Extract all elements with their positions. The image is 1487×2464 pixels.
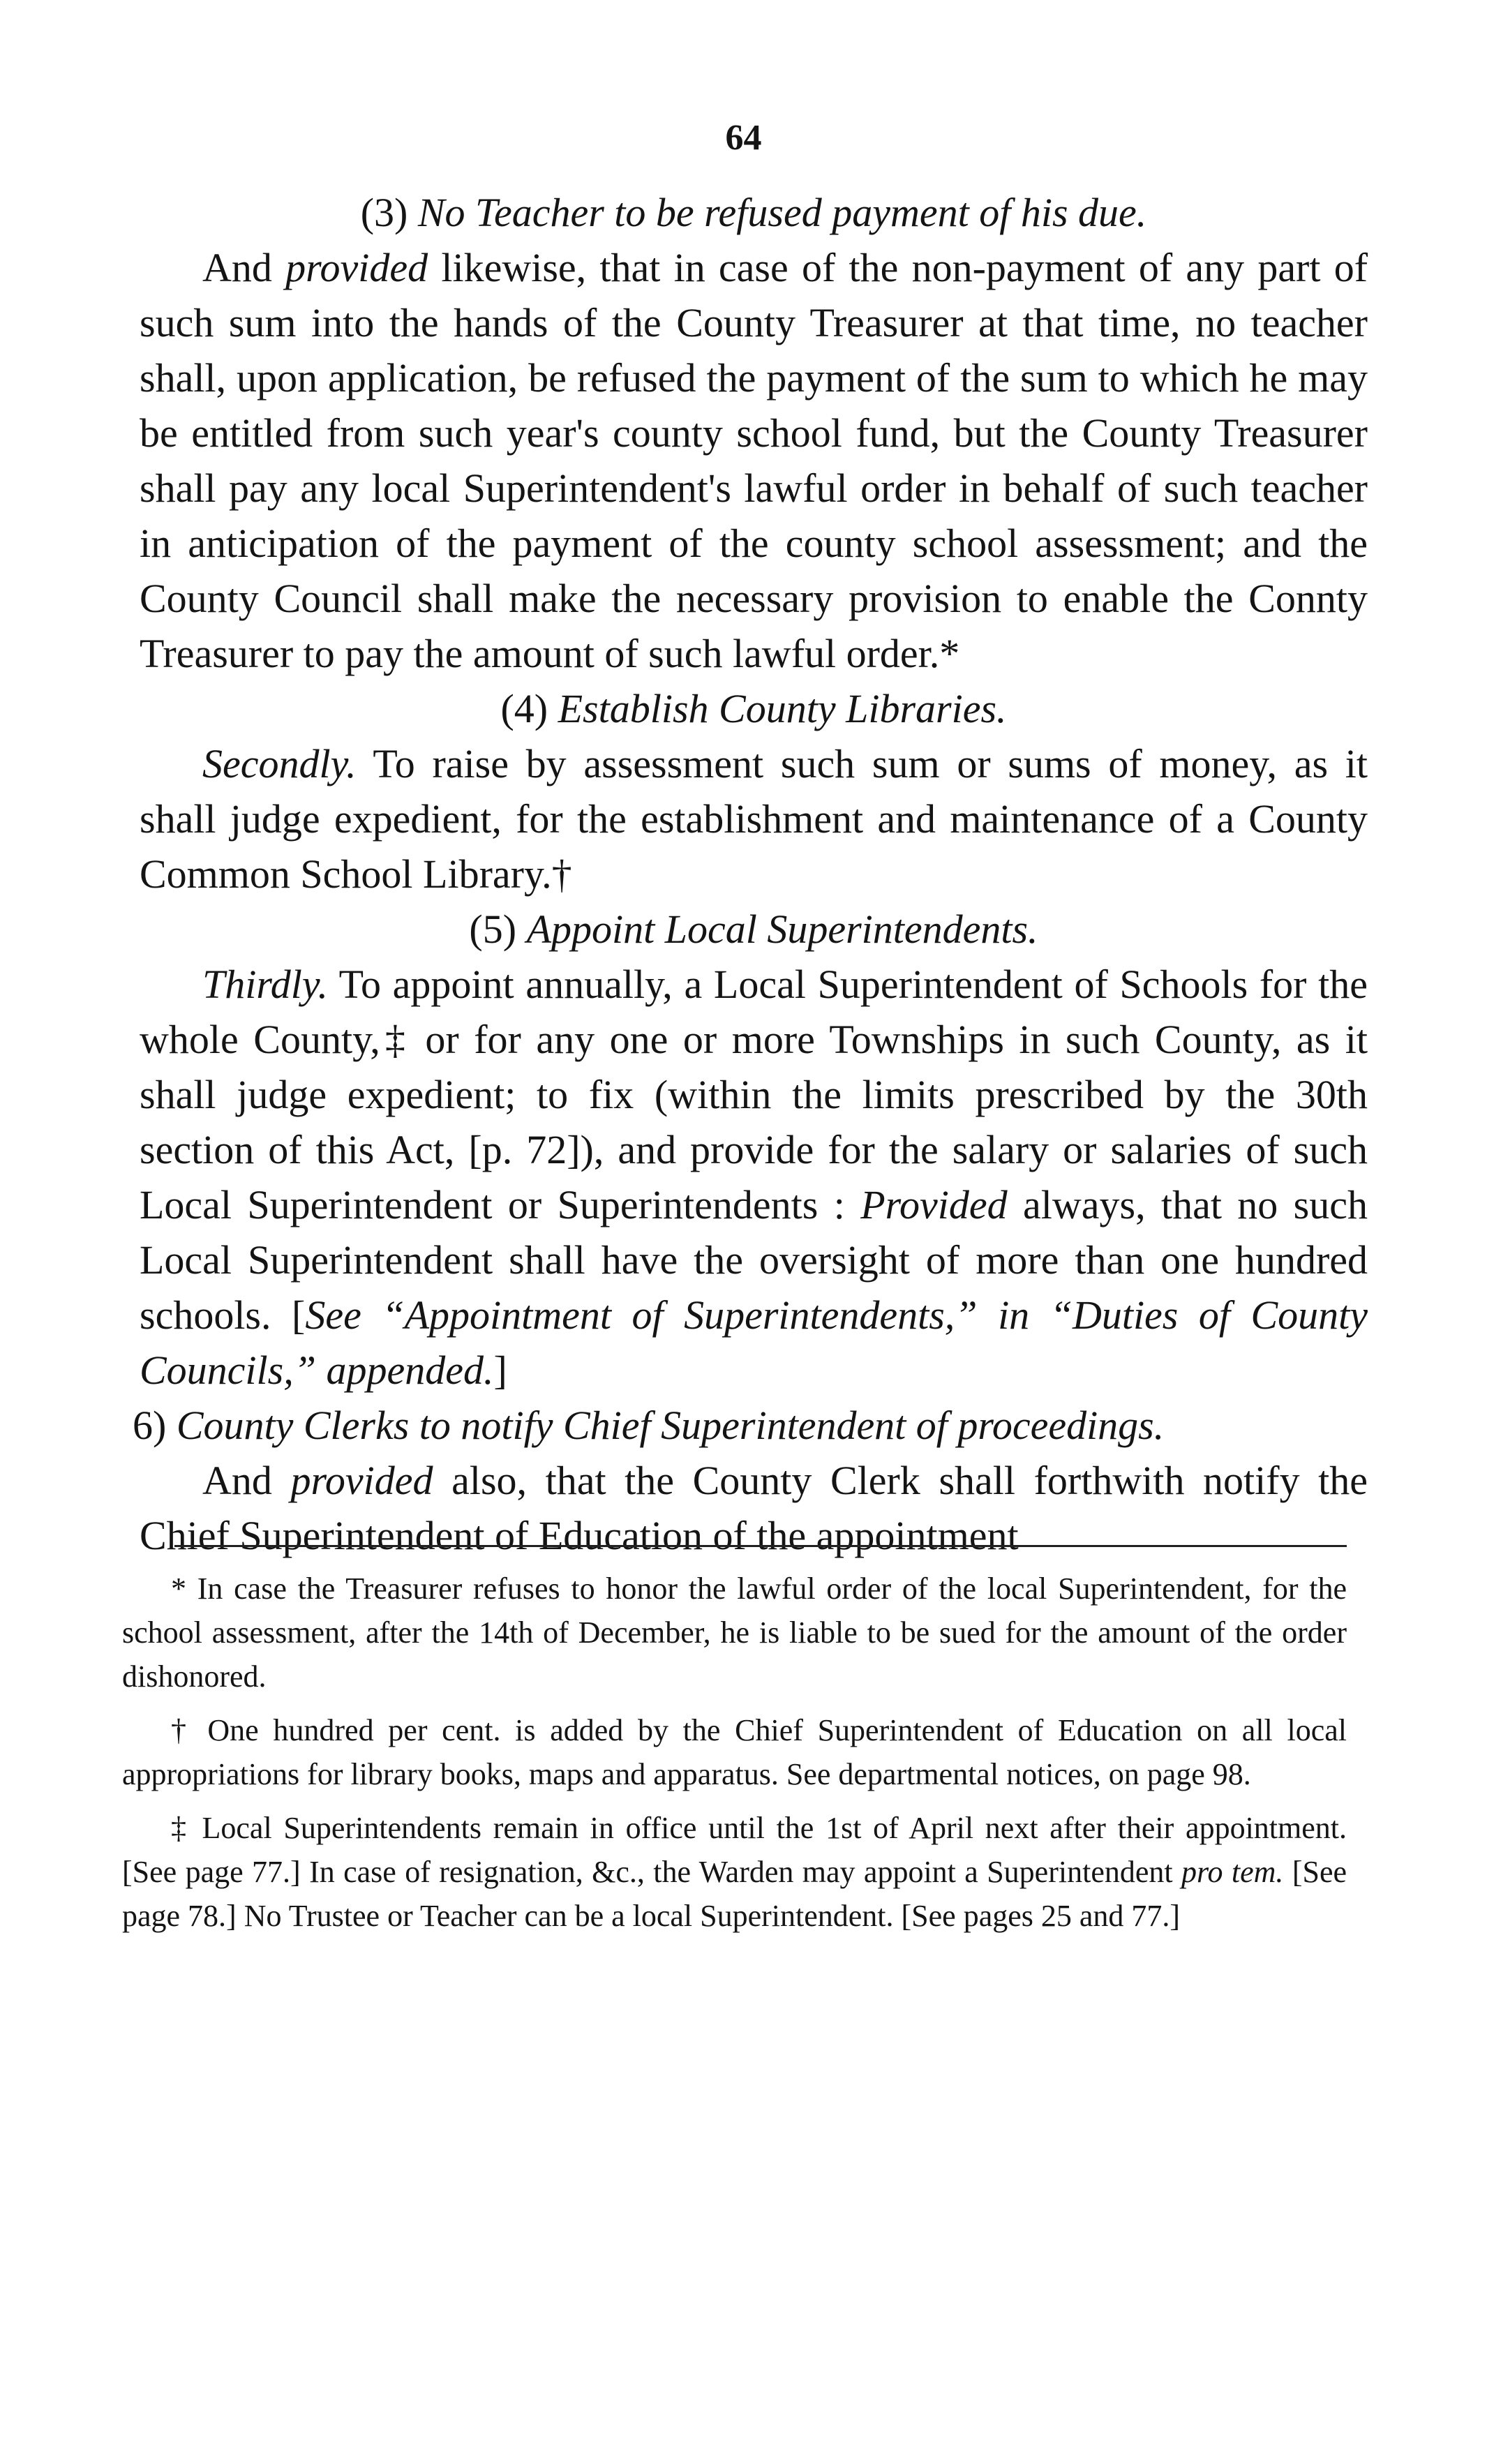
- cross-reference-bracket: [: [292, 1292, 306, 1338]
- section-heading-title: Establish County Libraries.: [558, 686, 1007, 731]
- paragraph-text: likewise, that in case of the non-payment of any part of such sum into the hands of the County Treasurer at that time, no teacher shall, upon application, be refused the payment of the sum to which he may be entitled from such year's county school fund, but the County Treasurer shall pay any local Superintendent's lawful order in behalf of such teacher in anticipation of the payment of the county school assessment; and the County Council shall make the necessary provision to enable the Connty Treasurer to pay the amount of such lawful order.*: [140, 245, 1368, 676]
- footnote-italic: pro tem.: [1181, 1855, 1284, 1889]
- paragraph-libraries: [140, 736, 1368, 902]
- footnote-treasurer: * In case the Treasurer refuses to honor the lawful order of the local Superintendent, for the school assessment, after the 14th of December, he is liable to be sued for the amount of the order dishonored.: [122, 1571, 1347, 1694]
- section-heading-title: County Clerks to notify Chief Superintendent of proceedings.: [176, 1403, 1165, 1448]
- page-number: 64: [725, 118, 762, 158]
- cross-reference: in: [998, 1292, 1030, 1338]
- footnote-superintendent-term: [122, 1806, 1347, 1938]
- paragraph-lead: And: [202, 245, 272, 290]
- section-heading-3: [140, 185, 1368, 240]
- footnote-divider: [174, 1545, 1347, 1547]
- paragraph-lead-italic: Thirdly.: [202, 962, 328, 1007]
- paragraph-text: To appoint annually, a Local Superintendent of Schools for the whole County,‡ or for any one or more Townships in such County, as it shall judge expedient; to fix (within the limits prescribed by the 30th section of this Act, [p. 72]), and provide for the salary or salaries of such Local Superintendent or Superintendents :: [140, 962, 1368, 1227]
- section-heading-5: [140, 902, 1368, 957]
- cross-reference: appended.: [326, 1347, 494, 1393]
- section-heading-4: [140, 681, 1368, 736]
- section-heading-6: [133, 1398, 1368, 1453]
- paragraph-text: always, that no such Local Superintendent shall have the oversight of more than one hundred schools.: [140, 1182, 1368, 1338]
- section-heading-number: (5): [469, 906, 517, 952]
- cross-reference: See: [305, 1292, 361, 1338]
- section-heading-title: Appoint Local Superintendents.: [526, 906, 1038, 952]
- paragraph-text: also, that the County Clerk shall forthwith notify the Chief Superintendent of Education of the appointment: [140, 1458, 1368, 1558]
- section-heading-title: No Teacher to be refused payment of his due.: [417, 190, 1147, 235]
- paragraph-text: To raise by assessment such sum or sums of money, as it shall judge expedient, for the establishment and maintenance of a County Common School Library.†: [140, 741, 1368, 897]
- main-text: [133, 185, 1368, 1563]
- paragraph-superintendents: [140, 957, 1368, 1398]
- section-heading-number: 6): [133, 1403, 167, 1448]
- cross-reference: “Duties of County Councils,”: [140, 1292, 1368, 1393]
- footnote-text: [See page 78.] No Trustee or Teacher can be a local Superintendent. [See pages 25 and 77.]: [122, 1855, 1347, 1933]
- footnote-text: ‡ Local Superintendents remain in office until the 1st of April next after their appointment. [See page 77.] In case of resignation, &c., the Warden may appoint a Superintendent: [122, 1811, 1347, 1889]
- paragraph-italic: Provided: [860, 1182, 1008, 1227]
- cross-reference: “Appointment of Superintendents,”: [382, 1292, 978, 1338]
- section-heading-number: (3): [360, 190, 408, 235]
- cross-reference-bracket: ]: [493, 1347, 507, 1393]
- paragraph-lead-italic: provided: [290, 1458, 433, 1503]
- paragraph-lead: And: [202, 1458, 272, 1503]
- footnote-library-grant: † One hundred per cent. is added by the Chief Superintendent of Education on all local appropriations for library books, maps and apparatus. See departmental notices, on page 98.: [122, 1713, 1347, 1791]
- footnotes: [122, 1567, 1347, 1948]
- section-heading-number: (4): [500, 686, 548, 731]
- paragraph-lead-italic: provided: [285, 245, 428, 290]
- paragraph-lead-italic: Secondly.: [202, 741, 357, 786]
- paragraph-payment: [140, 240, 1368, 681]
